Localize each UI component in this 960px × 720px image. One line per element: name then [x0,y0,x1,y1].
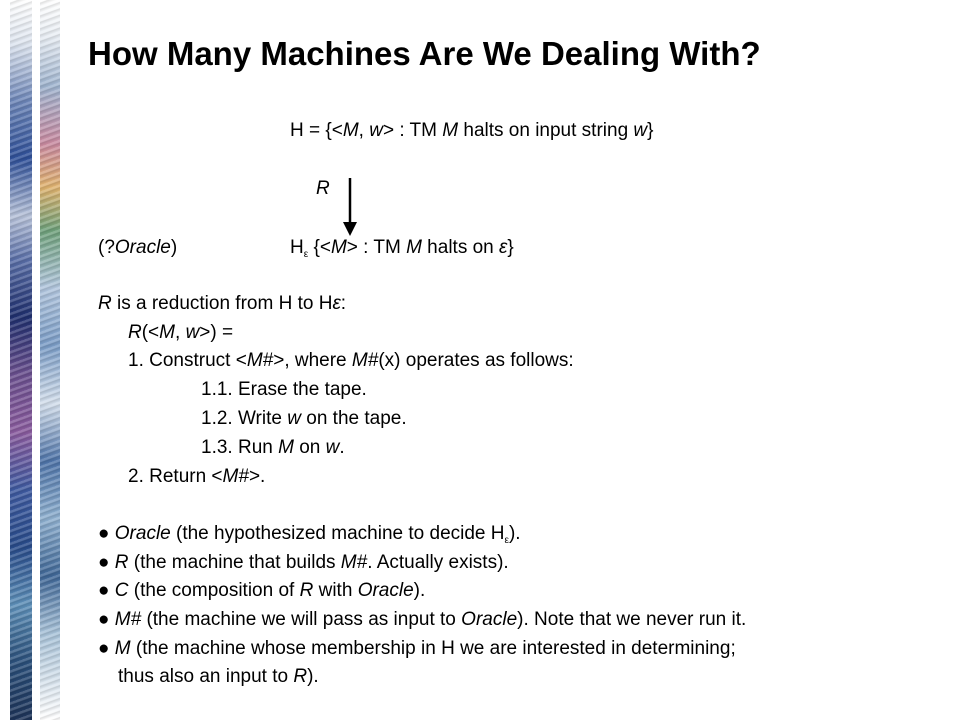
bullet-c: ● C (the composition of R with Oracle). [98,580,426,601]
step-1-2: 1.2. Write w on the tape. [201,408,407,429]
bullet-oracle: ● Oracle (the hypothesized machine to decide $H_\varepsilon$). [98,523,521,546]
bullet-m: ● M (the machine whose membership in H we are interested in determining; [98,638,736,659]
arrow-label: R [316,178,330,199]
h-language-definition: H = {<M, w> : TM M halts on input string w} [290,120,654,141]
step-1-3: 1.3. Run M on w. [201,437,345,458]
bullet-r: ● R (the machine that builds M#. Actually exists). [98,552,509,573]
h-epsilon-definition: $H_\varepsilon$ {<M> : TM M halts on ε} [290,237,514,260]
decorative-strip-left [10,0,32,720]
slide-title: How Many Machines Are We Dealing With? [88,35,761,72]
bullet-m-hash: ● M# (the machine we will pass as input to Oracle). Note that we never run it. [98,609,747,630]
step-1-1: 1.1. Erase the tape. [201,379,367,400]
decorative-strip-right [40,0,60,720]
step-2: 2. Return <M#>. [128,466,266,487]
step-1: 1. Construct <M#>, where M#(x) operates as follows: [128,350,574,371]
reduction-call: R(<M, w>) = [128,322,234,343]
oracle-label: (?Oracle) [98,237,178,258]
bullet-m-continuation: thus also an input to R). [118,666,319,687]
reduction-arrow [343,178,357,236]
reduction-statement: R is a reduction from H to Hε: [98,293,347,314]
